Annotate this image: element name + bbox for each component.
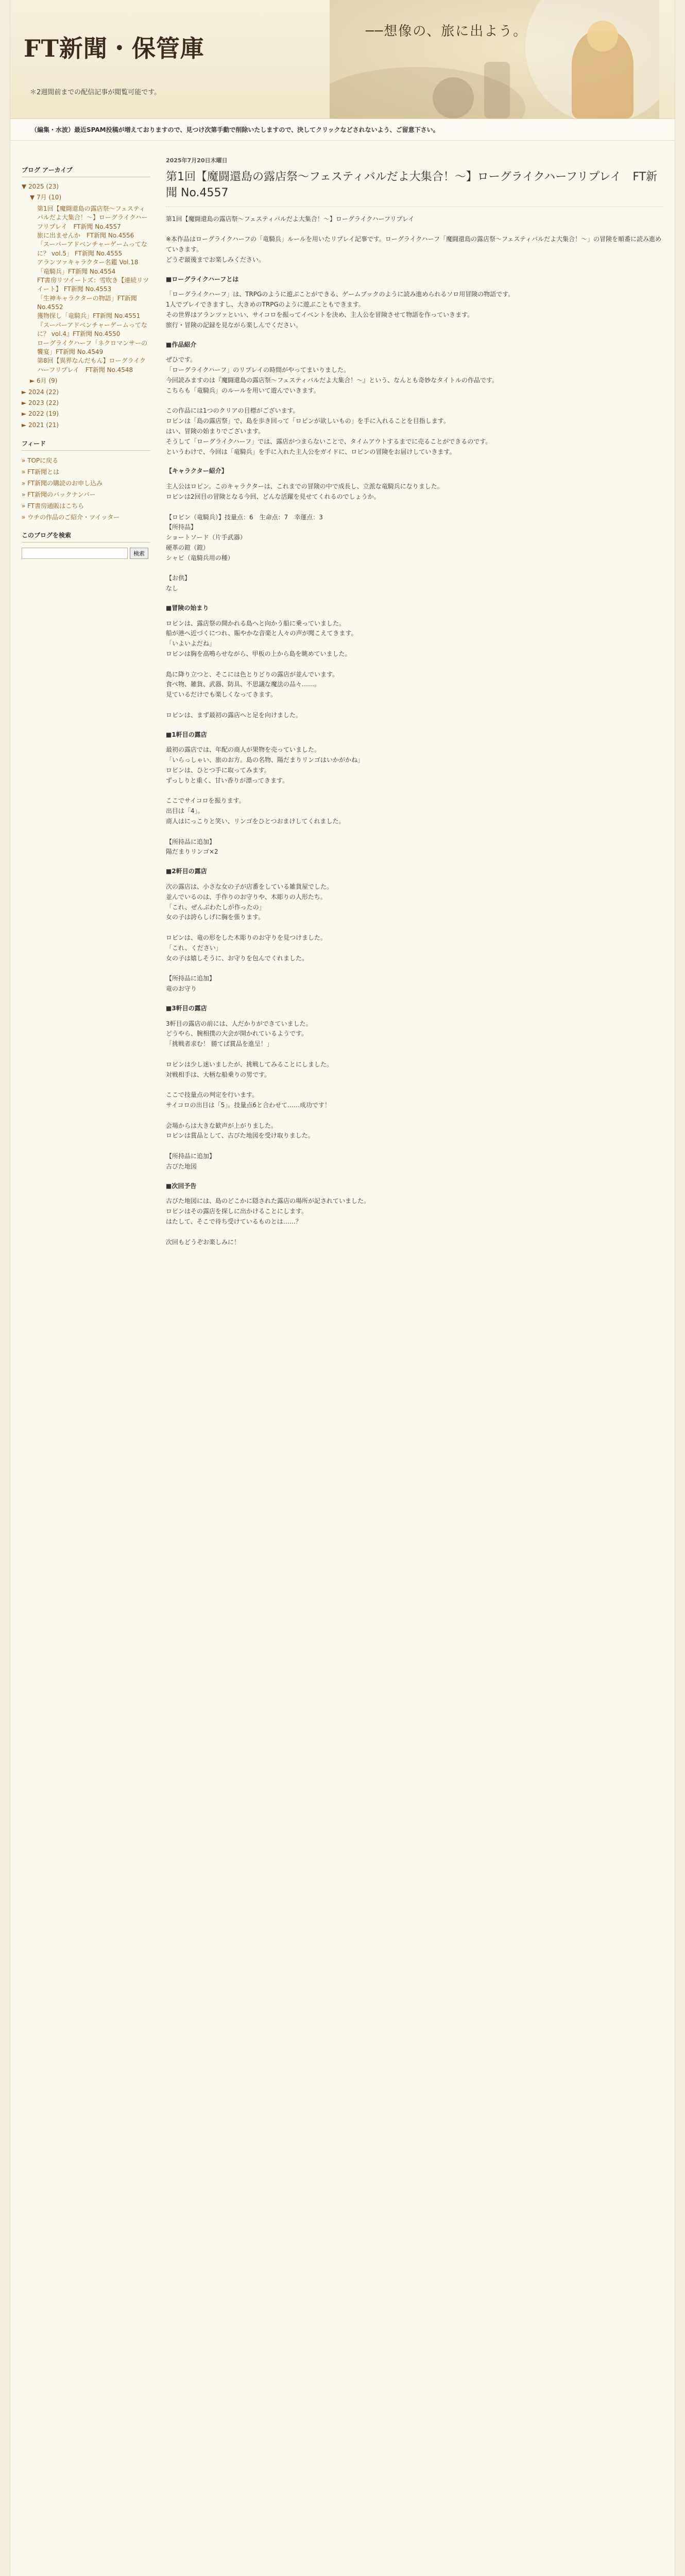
post-title[interactable]: 第1回【魔闘還島の露店祭〜フェスティバルだよ大集合！〜】ローグライクハーフリプレイ FT新聞 No.4557 <box>166 170 663 207</box>
section-heading: ■次回予告 <box>166 1182 197 1190</box>
page <box>10 0 675 2576</box>
archive-month[interactable]: ► 6月 (9) <box>30 377 58 385</box>
archive-heading: ブログ アーカイブ <box>22 165 150 177</box>
post-paragraph: 第1回【魔闘還島の露店祭〜フェスティバルだよ大集合！〜】ローグライクハーフリプレイ ※本作品はローグライクハーフの「竜騎兵」ルールを用いたリプレイ記事です。ローグライクハーフ「魔闘還島の露店祭〜フェスティバルだよ大集合！〜」の冒険を順番に読み進めていきます。 どうぞ最後までお楽しみください。 <box>166 215 662 263</box>
section-heading: ■3軒目の露店 <box>166 1004 207 1012</box>
search-heading: このブログを検索 <box>22 531 150 543</box>
post-date: 2025年7月20日木曜日 <box>166 157 228 164</box>
feed-link[interactable]: » TOPに戻る <box>22 456 150 465</box>
search-form <box>22 548 150 559</box>
search-button[interactable]: 検索 <box>130 548 148 559</box>
section-heading: ■冒険の始まり <box>166 604 209 612</box>
section-heading: ■ローグライクハーフとは <box>166 275 239 283</box>
post-paragraph: 3軒目の露店の前には、人だかりができていました。 どうやら、腕相撲の大会が開かれているようです。 「挑戦者求む！ 勝てば賞品を進呈！」 ロビンは少し迷いましたが、挑戦してみることにしました。 対戦相手は、大柄な船乗りの男です。 ここで技量点の判定を行います。 サイコロの出目は「5」。技量点6と合わせて……成功です！ 会場からは大きな歓声が上がりました。 ロビンは賞品として、古びた地図を受け取りました。 【所持品に追加】 古びた地図 <box>166 1020 333 1170</box>
archive-year[interactable]: ► 2021 (21) <box>22 421 59 429</box>
section-heading: ■作品紹介 <box>166 341 197 348</box>
sidebar <box>22 156 150 1253</box>
archive-post[interactable]: ローグライクハーフ「ネクロマンサーの饗宴」FT新聞 No.4549 <box>37 339 148 356</box>
post-body <box>166 214 663 1248</box>
feed-link[interactable]: » FT書房通販はこちら <box>22 501 150 510</box>
post-paragraph: 「ローグライクハーフ」は、TRPGのように遊ぶことができる、ゲームブックのように読み進められるソロ用冒険の物語です。 1人でプレイできますし、大きめのTRPGのように遊ぶこともできます。 その世界はアランツァといい、サイコロを振ってイベントを決め、主人公を冒険させて物語を作っていきます。 旅行・冒険の記録を見ながら楽しんでください。 <box>166 291 515 329</box>
post-paragraph: 主人公はロビン。このキャラクターは、これまでの冒険の中で成長し、立派な竜騎兵になりました。 ロビンは2回目の冒険となる今回、どんな活躍を見せてくれるのでしょうか。 【ロビン（竜騎兵）】技量点：6 生命点：7 幸運点：3 【所持品】 ショートソード（片手武器） 硬革の鎧（鎧） シャビ（竜騎兵用の種） 【お供】 なし <box>166 483 443 592</box>
search-input[interactable] <box>22 548 128 559</box>
archive-post[interactable]: FT書房リツイートズ：雪吹き【連続リツイート】 FT新聞 No.4553 <box>37 276 149 293</box>
archive-year[interactable]: ► 2024 (22) <box>22 388 59 396</box>
notice-bar: （編集・水波）最近SPAM投稿が増えておりますので、見つけ次第手動で削除いたしますので、決してクリックなどされないよう、ご留意下さい。 <box>10 119 675 141</box>
header-slogan: ──想像の、旅に出よう。 <box>366 24 528 39</box>
feed-links <box>22 456 150 521</box>
post-paragraph: 次の露店は、小さな女の子が店番をしている雑貨屋でした。 並んでいるのは、手作りのお守りや、木彫りの人形たち。 「これ、ぜんぶわたしが作ったの」 女の子は誇らしげに胸を張ります。 ロビンは、竜の形をした木彫りのお守りを見つけました。 「これ、ください」 女の子は嬉しそうに、お守りを包んでくれました。 【所持品に追加】 竜のお守り <box>166 883 333 992</box>
feed-link[interactable]: » ウチの作品のご紹介・ツイッター <box>22 513 150 521</box>
archive-year[interactable]: ► 2023 (22) <box>22 399 59 406</box>
archive-post[interactable]: 第1回【魔闘還島の露店祭〜フェスティバルだよ大集合！〜】ローグライクハーフリプレイ FT新聞 No.4557 <box>37 205 148 230</box>
post-paragraph: ぜひです。 「ローグライクハーフ」のリプレイの時間がやってまいりました。 今回読みますのは『魔闘還島の露店祭〜フェスティバルだよ大集合！〜』という、なんとも奇妙なタイトルの作品です。 こちらも「竜騎兵」のルールを用いて遊んでいきます。 この作品には1つのクリアの目標がございます。 ロビンは「島の露店祭」で、島を歩き回って「ロビンが欲しいもの」を手に入れることを目指します。 はい、冒険の始まりでございます。 そうして「ローグライクハーフ」では、露店がつまらないことで、タイムアウトするまでに売ることができるのです。 というわけで、今回は「竜騎兵」を手に入れた主人公をガイドに、ロビンの冒険をお届けしていきます。 <box>166 356 499 455</box>
blog-archive <box>22 182 150 430</box>
archive-year-current[interactable]: ▼ 2025 (23) <box>22 183 59 190</box>
blog-title-link[interactable]: FT新聞・保管庫 <box>24 35 204 62</box>
archive-post[interactable]: 獲物探し「竜騎兵」FT新聞 No.4551 <box>37 312 141 320</box>
archive-post[interactable]: 『スーパーアドベンチャーゲームってなに？ vol.4』FT新聞 No.4550 <box>37 321 147 338</box>
archive-post[interactable]: 「スーパーアドベンチャーゲームってなに？ vol.5」 FT新聞 No.4555 <box>37 241 147 257</box>
post-paragraph: 古びた地図には、島のどこかに隠された露店の場所が記されていました。 ロビンはその露店を探しに出かけることにします。 はたして、そこで待ち受けているものとは……？ 次回もどうぞお楽しみに！ <box>166 1197 370 1246</box>
archive-month-current[interactable]: ▼ 7月 (10) <box>30 194 62 201</box>
post-paragraph: 最初の露店では、年配の商人が果物を売っていました。 「いらっしゃい、旅のお方。島の名物、陽だまりリンゴはいかがかね」 ロビンは、ひとつ手に取ってみます。 ずっしりと重く、甘い香りが漂ってきます。 ここでサイコロを振ります。 出目は「4」。 商人はにっこりと笑い、リンゴをひとつおまけしてくれました。 【所持品に追加】 陽だまりリンゴ×2 <box>166 746 364 856</box>
section-heading: ■1軒目の露店 <box>166 731 207 738</box>
archive-post[interactable]: アランツァキャラクター名鑑 Vol.18「竜騎兵」FT新聞 No.4554 <box>37 259 139 275</box>
section-heading: ■2軒目の露店 <box>166 868 207 875</box>
feed-link[interactable]: » FT新聞の購読のお申し込み <box>22 479 150 487</box>
blog-header <box>10 0 675 119</box>
post-paragraph: ロビンは、露店祭の開かれる島へと向かう船に乗っていました。 船が港へ近づくにつれ、賑やかな音楽と人々の声が聞こえてきます。 「いよいよだね」 ロビンは胸を高鳴らせながら、甲板の上から島を眺めていました。 島に降り立つと、そこには色とりどりの露店が並んでいます。 食べ物、雑貨、武器、防具、不思議な魔法の品々……。 見ているだけでも楽しくなってきます。 ロビンは、まず最初の露店へと足を向けました。 <box>166 619 357 719</box>
archive-post[interactable]: 「生神キャラクターの物語」FT新聞 No.4552 <box>37 294 137 311</box>
blog-description: ＊2週間前までの配信記事が閲覧可能です。 <box>30 89 161 96</box>
archive-post[interactable]: 第8回【異界なんだもん】ローグライクハーフリプレイ FT新聞 No.4548 <box>37 357 146 374</box>
section-heading: 【キャラクター紹介】 <box>166 467 228 475</box>
header-illustration <box>330 0 659 118</box>
main-content <box>166 156 663 1253</box>
feed-link[interactable]: » FT新聞とは <box>22 467 150 476</box>
archive-post-list <box>22 205 150 375</box>
archive-year[interactable]: ► 2022 (19) <box>22 410 59 418</box>
feeds-heading: フィード <box>22 439 150 451</box>
feed-link[interactable]: » FT新聞のバックナンバー <box>22 490 150 499</box>
archive-post[interactable]: 旅に出ませんか FT新聞 No.4556 <box>37 231 134 239</box>
